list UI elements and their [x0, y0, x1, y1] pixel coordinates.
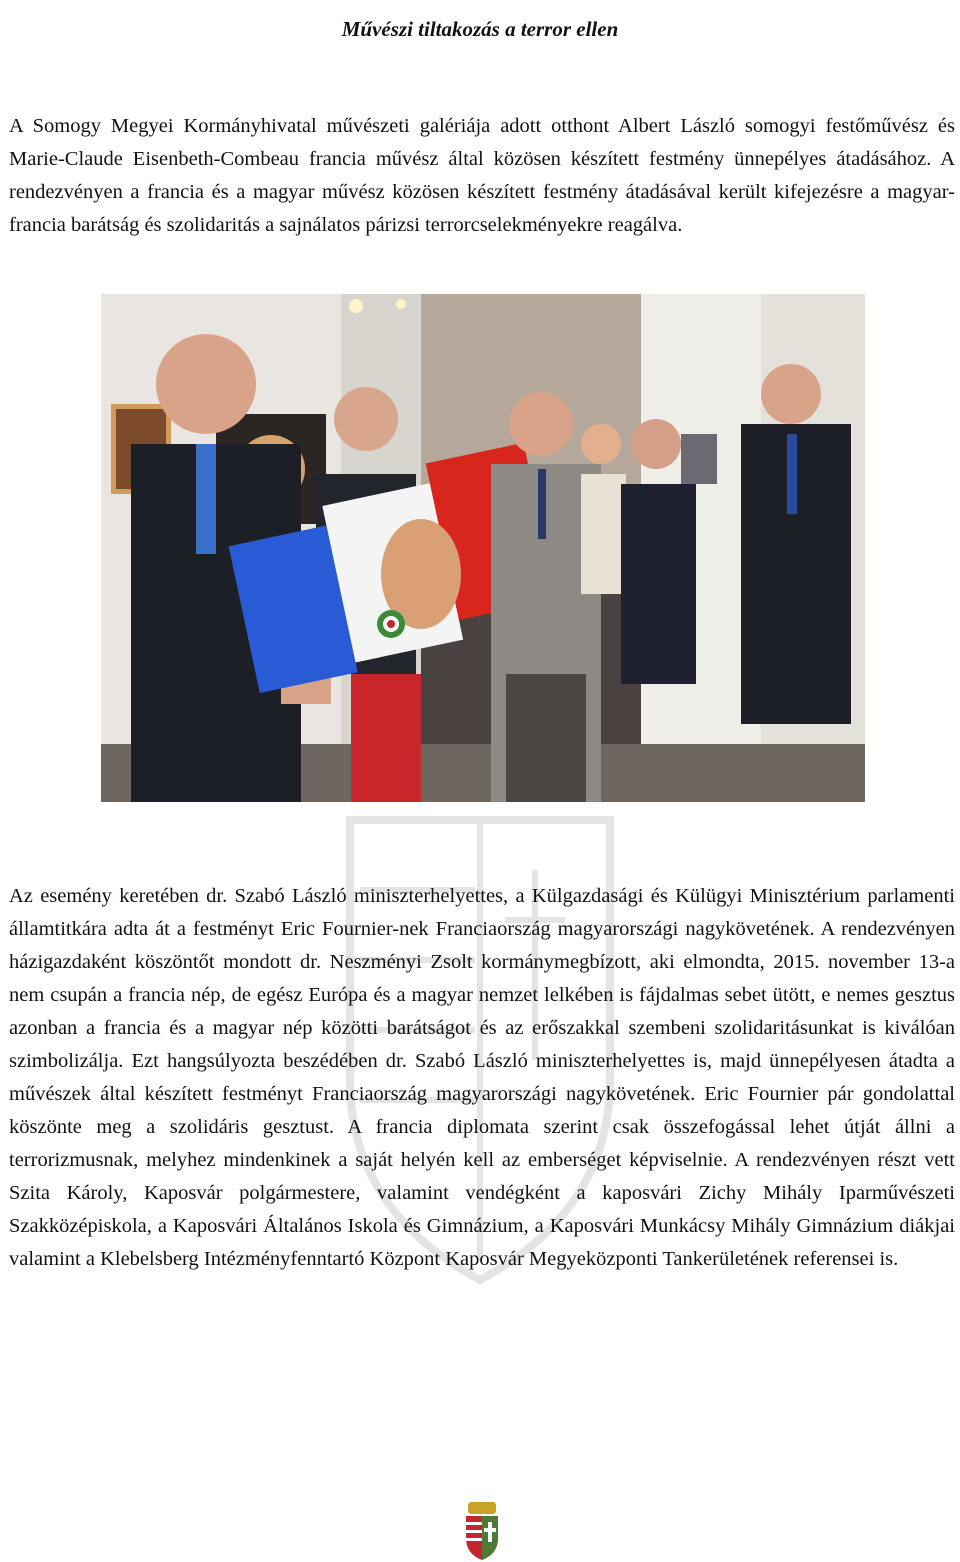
body-paragraph: Az esemény keretében dr. Szabó László miniszterhelyettes, a Külgazdasági és Külügyi Minisztérium parlamenti államtitkára adta át a festményt Eric Fournier-nek Franciaország magyarországi nagykövetének. A rendezvényen házigazdaként köszöntőt mondott dr. Neszményi Zsolt kormánymegbízott, aki elmondta, 2015. november 13-a nem csupán a francia nép, de egész Európa és a magyar nemzet lelkében is fájdalmas sebet ütött, e nemes gesztus azonban a francia és a magyar nép közötti barátságot és az erőszakkal szembeni szolidaritásunkat is kiválóan szimbolizálja. Ezt hangsúlyozta beszédében dr. Szabó László miniszterhelyettes is, majd ünnepélyesen átadta a művészek által készített festményt Franciaország magyarországi nagykövetének. Eric Fournier pár gondolattal köszönte meg a szolidáris gesztust. A francia diplomata szerint csak összefogással lehet útját állni a terrorizmusnak, melyhez mindenkinek a saját helyén kell az emberséget képviselnie. A rendezvényen részt vett Szita Károly, Kaposvár polgármestere, valamint vendégként a kaposvári Zichy Mihály Iparművészeti Szakközépiskola, a Kaposvári Általános Iskola és Gimnázium, a Kaposvári Munkácsy Mihály Gimnázium diákjai valamint a Klebelsberg Intézményfenntartó Központ Kaposvár Megyeközponti Tankerületének referensei is.: [9, 885, 955, 1270]
hungarian-coat-of-arms-icon: [460, 1500, 504, 1562]
event-photo: [101, 294, 865, 802]
document-title: Művészi tiltakozás a terror ellen: [341, 17, 619, 42]
photo-illustration: [101, 294, 865, 802]
intro-paragraph: A Somogy Megyei Kormányhivatal művészeti galériája adott otthont Albert László somogyi festőművész és Marie-Claude Eisenbeth-Combeau francia művész által közösen készített festmény ünnepélyes átadásához. A rendezvényen a francia és a magyar művész közösen készített festmény átadásával került kifejezésre a magyar-francia barátság és szolidaritás a sajnálatos párizsi terrorcselekményekre reagálva.: [9, 115, 955, 236]
